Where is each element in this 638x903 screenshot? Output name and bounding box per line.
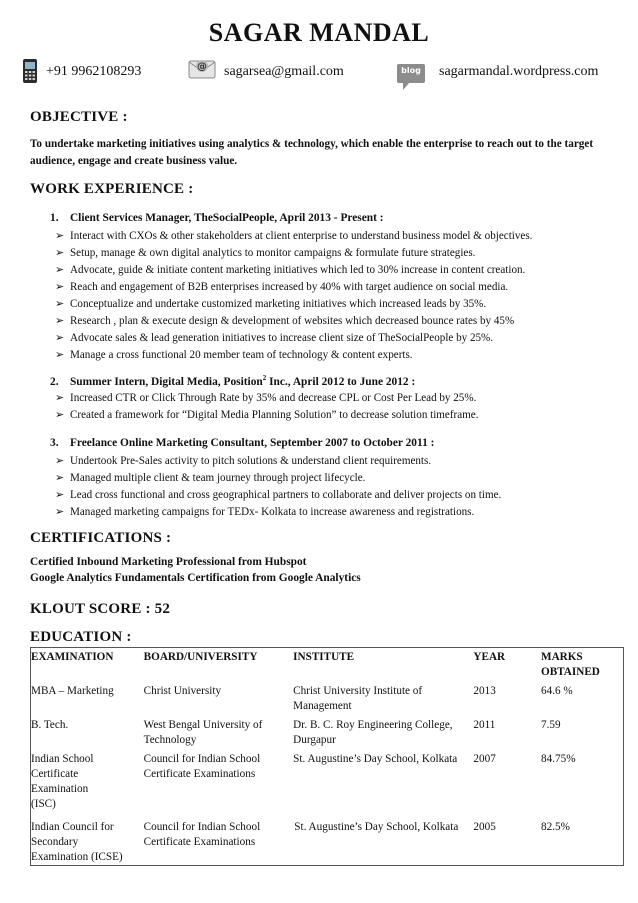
job-bullet: ➢ Manage a cross functional 20 member team of technology & content experts. — [70, 347, 413, 364]
job-bullet: ➢ Advocate sales & lead generation initiatives to increase client size of TheSocialPeople by 25%. — [70, 330, 493, 347]
objective-heading: OBJECTIVE : — [30, 109, 128, 125]
table-cell: West Bengal University of Technology — [143, 719, 263, 746]
job-bullet: ➢ Lead cross functional and cross geographical partners to collaborate and deliver projects on time. — [70, 487, 501, 504]
email-address[interactable]: sagarsea@gmail.com — [224, 64, 344, 79]
certification-item: Certified Inbound Marketing Professional from Hubspot — [30, 556, 307, 568]
table-cell: Christ University — [143, 685, 222, 697]
svg-text:@: @ — [197, 61, 207, 73]
education-table — [30, 647, 624, 866]
table-cell: 2013 — [473, 685, 496, 697]
table-header-row — [31, 648, 624, 681]
mobile-phone-icon — [22, 58, 38, 89]
candidate-name: SAGAR MANDAL — [208, 18, 430, 47]
phone-number: +91 9962108293 — [46, 64, 142, 79]
certifications-heading: CERTIFICATIONS : — [30, 530, 172, 546]
table-cell: Indian School Certificate Examination (ISC) — [31, 753, 94, 810]
job-bullet: ➢ Advocate, guide & initiate content marketing initiatives which led to 30% increase in content creation. — [70, 262, 525, 279]
table-row — [31, 812, 624, 866]
column-header: INSTITUTE — [293, 651, 355, 663]
certification-item: Google Analytics Fundamentals Certification from Google Analytics — [30, 572, 361, 584]
objective-text: To undertake marketing initiatives using analytics & technology, which enable the enterprise to reach out to the target audience, engage and create business value. — [30, 138, 594, 167]
table-cell: B. Tech. — [31, 719, 69, 731]
job-bullet: ➢ Reach and engagement of B2B enterprises increased by 40% with target audience on social media. — [70, 279, 508, 296]
column-header: YEAR — [473, 651, 506, 663]
job-bullet: ➢ Managed multiple client & team journey through project lifecycle. — [70, 470, 365, 487]
klout-score: KLOUT SCORE : 52 — [30, 601, 171, 617]
column-header: EXAMINATION — [31, 651, 114, 663]
table-cell: Council for Indian School Certificate Examinations — [143, 753, 261, 780]
table-cell: Council for Indian School Certificate Examinations — [143, 821, 261, 848]
website-url[interactable]: sagarmandal.wordpress.com — [439, 64, 599, 79]
job-title: 1. Client Services Manager, TheSocialPeople, April 2013 - Present : — [50, 212, 384, 224]
table-row — [31, 748, 624, 812]
education-heading: EDUCATION : — [30, 629, 132, 645]
table-cell: Dr. B. C. Roy Engineering College, Durgapur — [293, 719, 453, 746]
work-experience-heading: WORK EXPERIENCE : — [30, 181, 194, 197]
job-title: 2. Summer Intern, Digital Media, Position$^2$ Inc., April 2012 to June 2012 : — [50, 374, 416, 388]
job-bullet: ➢ Created a framework for “Digital Media Planning Solution” to decrease solution timeframe. — [70, 407, 479, 424]
job-bullet: ➢ Undertook Pre-Sales activity to pitch solutions & understand client requirements. — [70, 453, 431, 470]
job-bullet: ➢ Setup, manage & own digital analytics to monitor campaigns & formulate future strategies. — [70, 245, 475, 262]
job-bullet: ➢ Conceptualize and undertake customized marketing initiatives which increased leads by 35%. — [70, 296, 486, 313]
table-cell: 7.59 — [541, 719, 561, 731]
job-bullet: ➢ Managed marketing campaigns for TEDx- Kolkata to increase awareness and registrations. — [70, 504, 474, 521]
table-cell: 2007 — [473, 753, 496, 765]
table-row — [31, 714, 624, 748]
column-header: BOARD/UNIVERSITY — [143, 651, 258, 663]
table-cell: MBA – Marketing — [31, 685, 114, 697]
column-header: MARKS OBTAINED — [541, 651, 600, 678]
blog-speech-bubble-icon: blog — [396, 62, 426, 97]
table-cell: 64.6 % — [541, 685, 573, 697]
table-cell: 2011 — [473, 719, 496, 731]
table-cell: 82.5% — [541, 821, 570, 833]
table-cell: St. Augustine’s Day School, Kolkata — [293, 753, 458, 765]
email-at-icon — [188, 58, 216, 85]
table-cell: 84.75% — [541, 753, 576, 765]
table-cell: St. Augustine’s Day School, Kolkata — [294, 821, 459, 833]
job-bullet: ➢ Interact with CXOs & other stakeholders at client enterprise to understand business model & objectives. — [70, 228, 532, 245]
job-title: 3. Freelance Online Marketing Consultant, September 2007 to October 2011 : — [50, 437, 435, 449]
table-cell: Christ University Institute of Management — [293, 685, 423, 712]
job-bullet: ➢ Increased CTR or Click Through Rate by 35% and decrease CPL or Cost Per Lead by 25%. — [70, 390, 476, 407]
job-bullet: ➢ Research , plan & execute design & development of websites which decreased bounce rates by 45% — [70, 313, 514, 330]
table-cell: Indian Council for Secondary Examination (ICSE) — [31, 821, 123, 863]
table-cell: 2005 — [473, 821, 496, 833]
table-row — [31, 680, 624, 714]
